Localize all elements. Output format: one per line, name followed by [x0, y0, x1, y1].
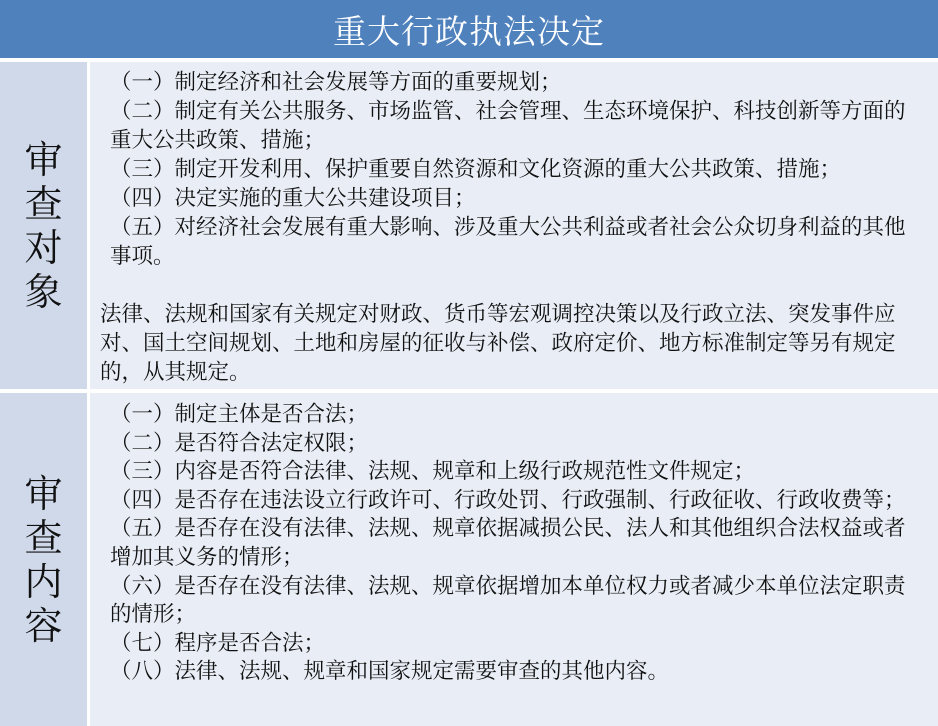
- section-label: [0, 62, 87, 389]
- list-item: （七）程序是否合法；: [110, 630, 326, 656]
- section-content: [90, 393, 938, 726]
- label-char: 容: [24, 603, 63, 648]
- list-item: （三）制定开发利用、保护重要自然资源和文化资源的重大公共政策、措施；: [110, 157, 842, 182]
- list-item: （二）制定有关公共服务、市场监管、社会管理、生态环境保护、科技创新等方面的重大公共政策、措施；: [110, 99, 906, 153]
- list-item: （一）制定主体是否合法；: [110, 402, 369, 427]
- section-label: [0, 393, 87, 726]
- list-item: （四）决定实施的重大公共建设项目；: [110, 186, 476, 211]
- list-item: （二）是否符合法定权限；: [110, 430, 369, 456]
- section-note: 法律、法规和国家有关规定对财政、货币等宏观调控决策以及行政立法、突发事件应对、国土空间规划、土地和房屋的征收与补偿、政府定价、地方标准制定等另有规定的，从其规定。: [100, 302, 896, 385]
- label-char: 内: [24, 559, 63, 604]
- list-item: （一）制定经济和社会发展等方面的重要规划；: [110, 70, 562, 95]
- list-item: （三）内容是否符合法律、法规、规章和上级行政规范性文件规定；: [110, 459, 756, 485]
- list-item: （八）法律、法规、规章和国家规定需要审查的其他内容。: [110, 659, 670, 685]
- label-char: 查: [24, 181, 63, 226]
- list-item: （四）是否存在违法设立行政许可、行政处罚、行政强制、行政征收、行政收费等；: [110, 487, 906, 513]
- label-char: 审: [24, 471, 63, 516]
- list-item: （五）对经济社会发展有重大影响、涉及重大公共利益或者社会公众切身利益的其他事项。: [110, 215, 906, 269]
- label-char: 象: [24, 269, 63, 314]
- spacer: [100, 271, 922, 300]
- list-item: （五）是否存在没有法律、法规、规章依据减损公民、法人和其他组织合法权益或者增加其义务的情形；: [110, 516, 906, 570]
- list-item: （六）是否存在没有法律、法规、规章依据增加本单位权力或者减少本单位法定职责的情形；: [110, 573, 906, 628]
- label-char: 审: [24, 137, 63, 182]
- table-title: 重大行政执法决定: [0, 0, 938, 58]
- section-review-content: [0, 393, 938, 726]
- label-char: 对: [24, 225, 63, 270]
- section-review-subjects: [0, 62, 938, 389]
- section-content: [90, 62, 938, 389]
- label-char: 查: [24, 515, 63, 560]
